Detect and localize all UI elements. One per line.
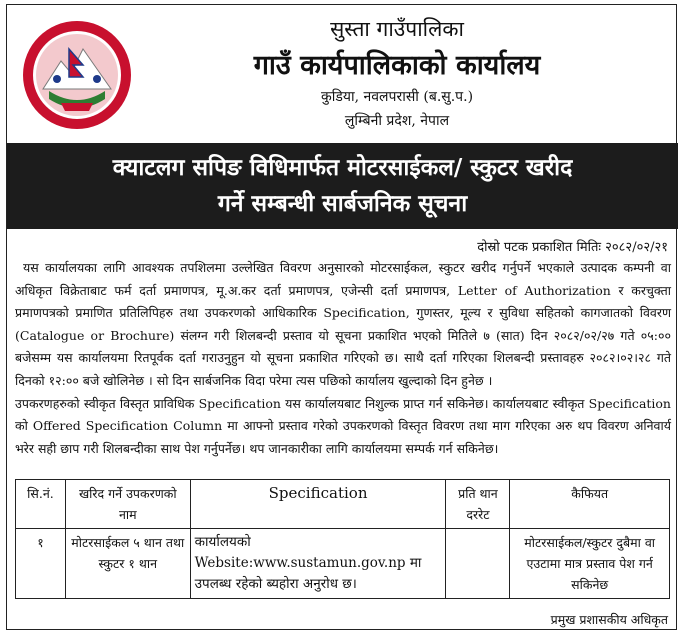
signatory-title: प्रमुख प्रशासकीय अधिकृत	[550, 612, 668, 627]
table-header-row	[16, 480, 670, 529]
notice-paragraph-2: उपकरणहरुको स्वीकृत विस्तृत प्राविधिक Specification यस कार्यालयबाट निशुल्क प्राप्त गर्न सकिनेछ। कार्यालयबाट स्वीकृत Specification को Offered Specification Column मा आफ्नो प्रस्ताव गरेको उपकरणको विस्तृत विवरण तथा माग गरिएका अरु थप विवरण अनिवार्य भरेर सही छाप गरी शिलबन्दीका साथ पेश गर्नुपर्नेछ। थप जानकारीका लागि कार्यालयमा सम्पर्क गर्न सकिनेछ।	[15, 395, 671, 456]
notice-title-banner	[7, 143, 678, 229]
header-specification: Specification	[190, 480, 446, 529]
notice-title-line-2: गर्ने सम्बन्धी सार्बजनिक सूचना	[217, 190, 468, 217]
header-rate: प्रति थान दररेट	[446, 480, 510, 529]
published-date: दोस्रो पटक प्रकाशित मितिः २०८२/०२/२१	[477, 240, 668, 255]
notice-title-line-1: क्याटलग सपिङ विधिमार्फत मोटरसाईकल/ स्कुटर खरीद	[112, 154, 573, 181]
header-sn: सि.नं.	[16, 480, 66, 529]
header-remarks: कैफियत	[510, 480, 670, 529]
cell-rate	[446, 529, 510, 599]
notice-paragraph-1: यस कार्यालयका लागि आवश्यक तपशिलमा उल्लेखित विवरण अनुसारको मोटरसाईकल, स्कुटर खरीद गर्नुपर्ने भएकाले उत्पादक कम्पनी वा अधिकृत विक्रेताबाट फर्म दर्ता प्रमाणपत्र, मू.अ.कर दर्ता प्रमाणपत्र, एजेन्सी दर्ता प्रमाणपत्र, Letter of Authorization र करचुक्ता प्रमाणपत्रको प्रमाणित प्रतिलिपिहरु तथा उपकरणको आधिकारिक Specification, गुणस्तर, मूल्य र सुविधा सहितको कागजातको विवरण (Catalogue or Brochure) संलग्न गरी शिलबन्दी प्रस्ताव यो सूचना प्रकाशित भएको मितिले ७ (सात) दिन २०८२/०२/२७ गते ०५:०० बजेसम्म यस कार्यालयमा रितपूर्वक दर्ता गराउनुहुन यो सूचना प्रकाशित गरिएको छ। साथै दर्ता गरिएका शिलबन्दी प्रस्तावहरु २०८२।०२।२८ गते दिनको १२:०० बजे खोलिनेछ । सो दिन सार्बजनिक विदा परेमा त्यस पछिको कार्यालय खुल्दाको दिन हुनेछ ।	[15, 260, 671, 388]
nepal-emblem-icon	[21, 19, 133, 131]
table-row	[16, 529, 670, 599]
notice-frame	[6, 4, 677, 630]
cell-remarks: मोटरसाईकल/स्कुटर दुबैमा वा एउटामा मात्र प्रस्ताव पेश गर्न सकिनेछ	[510, 529, 670, 599]
notice-body	[15, 257, 671, 460]
province-country: लुम्बिनी प्रदेश, नेपाल	[344, 113, 450, 129]
items-table	[15, 479, 670, 599]
cell-specification: कार्यालयको Website:www.sustamun.gov.np मा उपलब्ध रहेको ब्यहोरा अनुरोध छ।	[190, 529, 446, 599]
cell-sn: १	[16, 529, 66, 599]
cell-item: मोटरसाईकल ५ थान तथा स्कुटर १ थान	[65, 529, 190, 599]
header-item: खरिद गर्ने उपकरणको नाम	[65, 480, 190, 529]
header	[7, 5, 678, 141]
office-address: कुडिया, नवलपरासी (ब.सु.प.)	[320, 89, 474, 105]
office-name: गाउँ कार्यपालिकाको कार्यालय	[253, 50, 541, 81]
municipality-name: सुस्ता गाउँपालिका	[330, 17, 464, 41]
